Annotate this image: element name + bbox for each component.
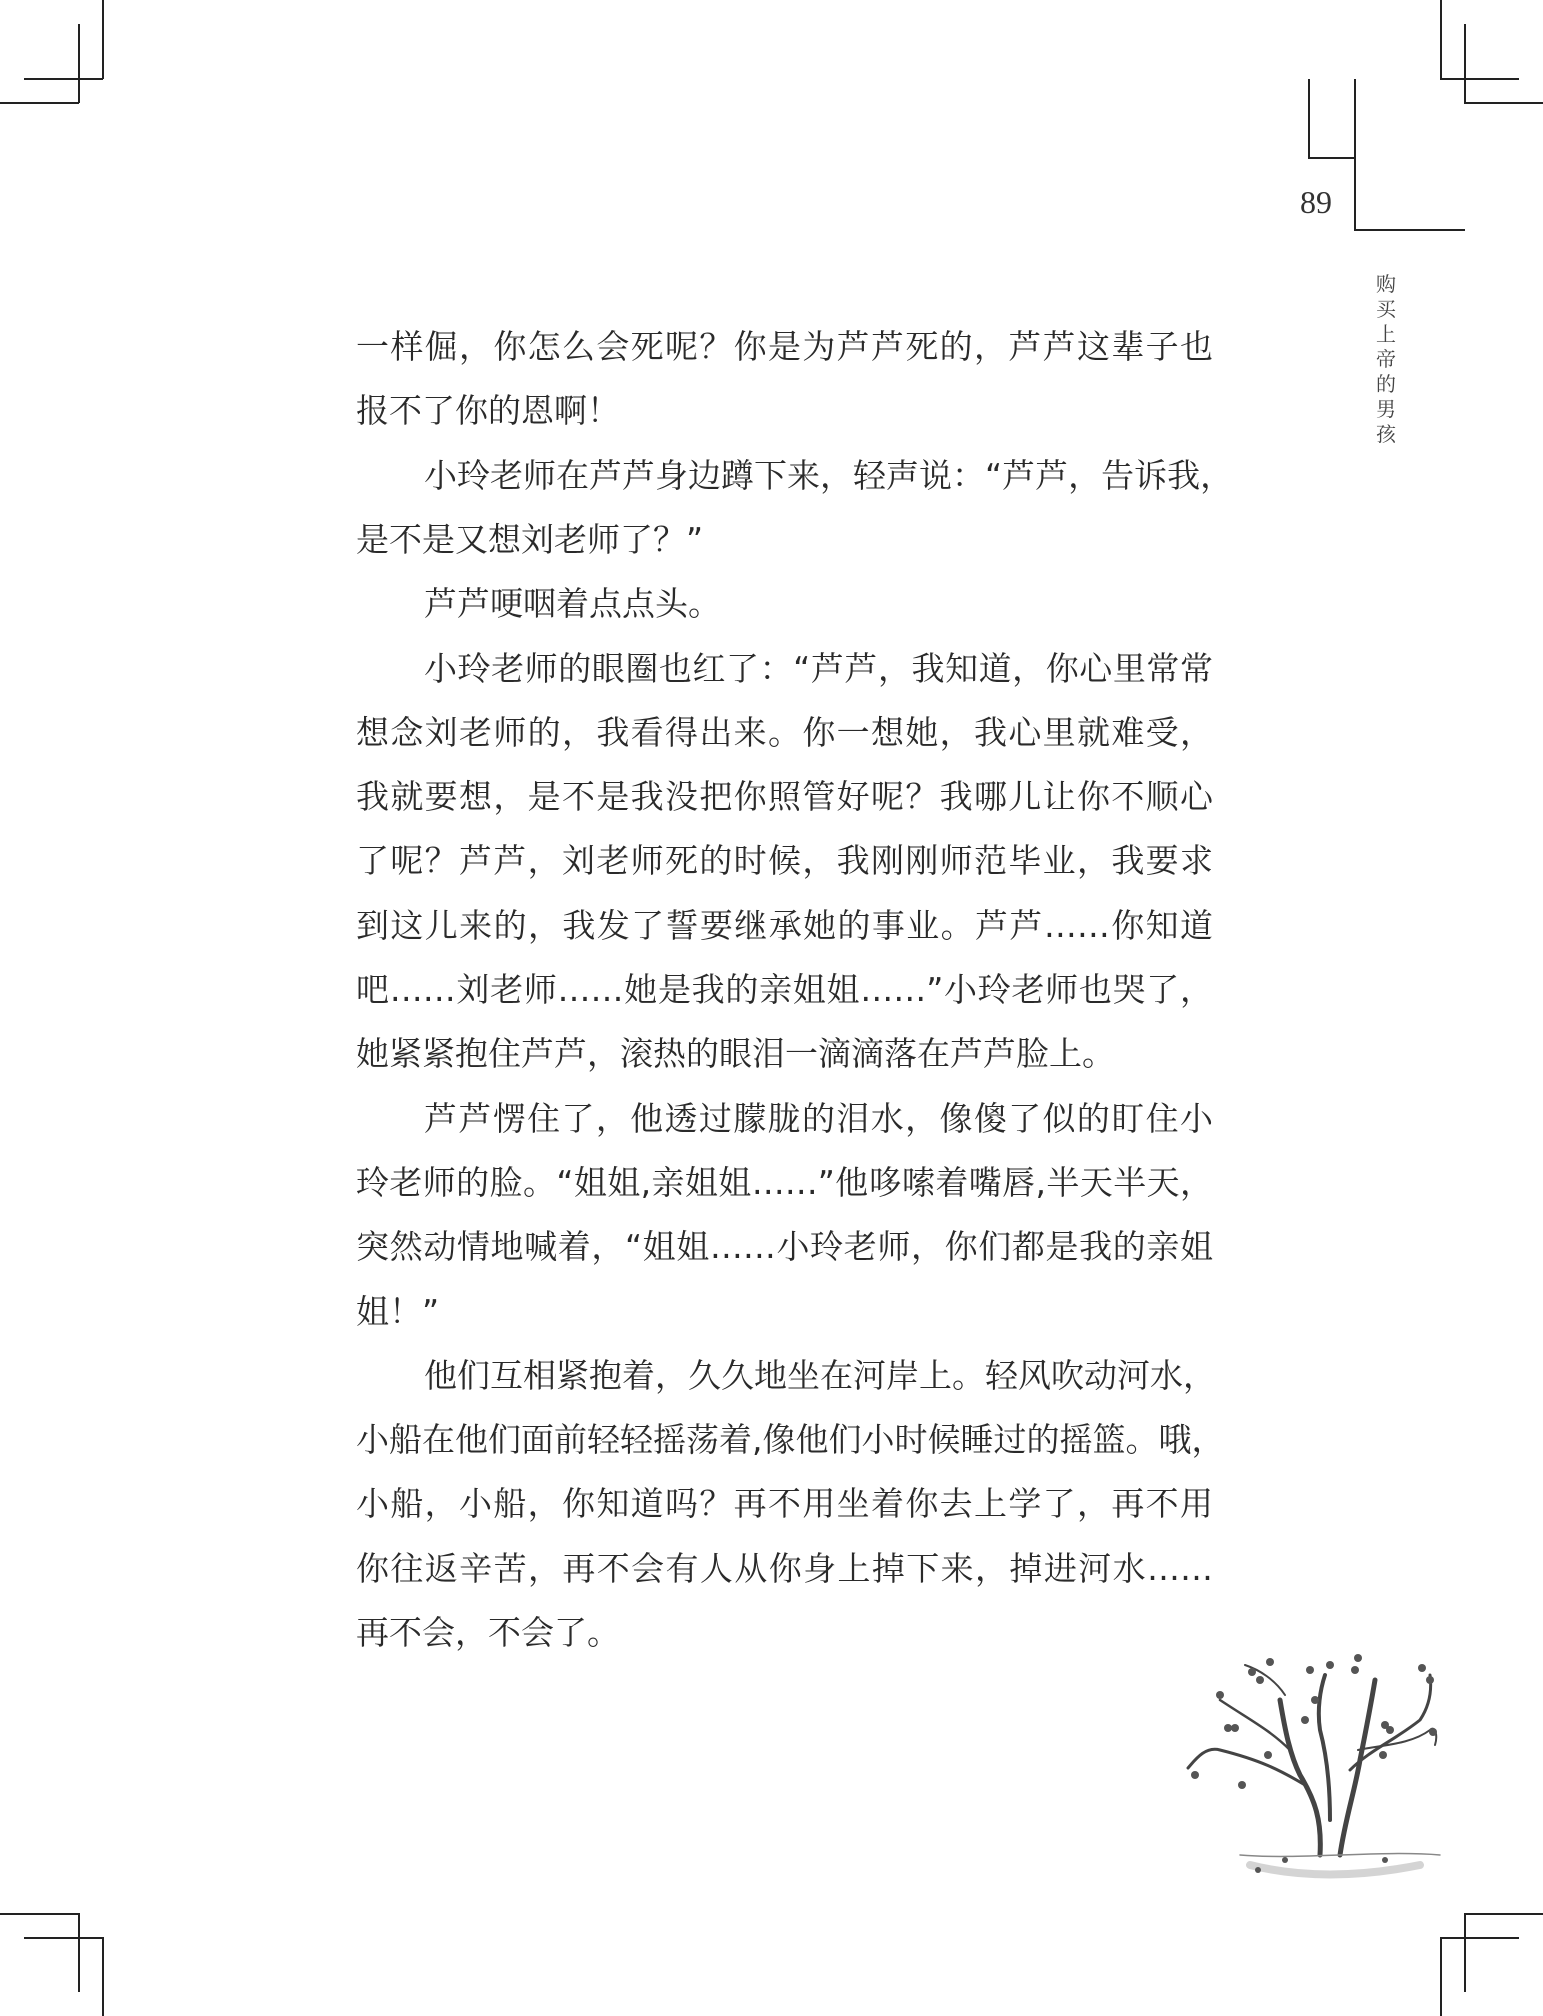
text-line: 想念刘老师的，我看得出来。你一想她，我心里就难受， <box>356 712 1213 752</box>
text-line: 芦芦哽咽着点点头。 <box>424 584 721 624</box>
text-line: 姐！” <box>356 1291 440 1331</box>
crop-line <box>102 0 104 79</box>
text-line: 玲老师的脸。“姐姐,亲姐姐……”他哆嗦着嘴唇,半天半天， <box>356 1162 1213 1202</box>
running-title: 购买上帝的男孩 <box>1376 272 1396 446</box>
text-line: 小玲老师在芦芦身边蹲下来，轻声说：“芦芦，告诉我， <box>424 455 1234 495</box>
text-line: 小船在他们面前轻轻摇荡着,像他们小时候睡过的摇篮。哦， <box>356 1420 1225 1460</box>
ornament-line <box>1354 229 1465 231</box>
tree-trunk <box>1340 1680 1375 1855</box>
ornament-line <box>1308 79 1310 158</box>
text-line: 芦芦愣住了，他透过朦胧的泪水，像傻了似的盯住小 <box>424 1098 1213 1138</box>
crop-line <box>1440 1937 1442 2016</box>
text-line: 突然动情地喊着，“姐姐……小玲老师，你们都是我的亲姐 <box>356 1227 1213 1267</box>
crop-line <box>1440 1937 1519 1939</box>
crop-line <box>24 1937 103 1939</box>
text-line: 报不了你的恩啊！ <box>356 391 620 431</box>
tree-branch <box>1358 1729 1436 1750</box>
fruit-cluster <box>1191 1654 1437 1873</box>
text-line: 吧……刘老师……她是我的亲姐姐……”小玲老师也哭了， <box>356 970 1213 1009</box>
text-line: 小船，小船，你知道吗？再不用坐着你去上学了，再不用 <box>356 1484 1213 1524</box>
text-line: 是不是又想刘老师了？” <box>356 519 704 559</box>
crop-line <box>0 102 79 104</box>
tree-branch <box>1319 1675 1330 1820</box>
crop-line <box>0 1913 79 1915</box>
crop-line <box>102 1937 104 2016</box>
text-line: 到这儿来的，我发了誓要继承她的事业。芦芦……你知道 <box>356 905 1213 945</box>
crop-line <box>1464 102 1543 104</box>
crop-line <box>78 1913 80 1992</box>
ornament-line <box>1308 157 1355 159</box>
text-line: 了呢？芦芦，刘老师死的时候，我刚刚师范毕业，我要求 <box>356 841 1213 881</box>
text-line: 一样倔，你怎么会死呢？你是为芦芦死的，芦芦这辈子也 <box>356 327 1213 366</box>
ornament-line <box>1354 79 1356 230</box>
text-line: 你往返辛苦，再不会有人从你身上掉下来，掉进河水…… <box>356 1548 1213 1588</box>
crop-line <box>1464 24 1466 103</box>
page-number: 89 <box>1300 184 1332 220</box>
ground-shadow <box>1250 1865 1420 1874</box>
crop-line <box>1440 78 1519 80</box>
text-line: 她紧紧抱住芦芦，滚热的眼泪一滴滴落在芦芦脸上。 <box>356 1034 1115 1074</box>
crop-line <box>1440 0 1442 79</box>
text-line: 他们互相紧抱着，久久地坐在河岸上。轻风吹动河水， <box>424 1355 1216 1395</box>
text-line: 再不会，不会了。 <box>356 1613 620 1652</box>
crop-line <box>78 24 80 103</box>
tree-illustration-icon <box>1180 1650 1480 1930</box>
tree-trunk <box>1280 1700 1320 1855</box>
text-line: 我就要想，是不是我没把你照管好呢？我哪儿让你不顺心 <box>356 777 1213 817</box>
tree-branch <box>1188 1749 1305 1785</box>
crop-line <box>24 78 103 80</box>
text-line: 小玲老师的眼圈也红了：“芦芦，我知道，你心里常常 <box>424 648 1213 688</box>
